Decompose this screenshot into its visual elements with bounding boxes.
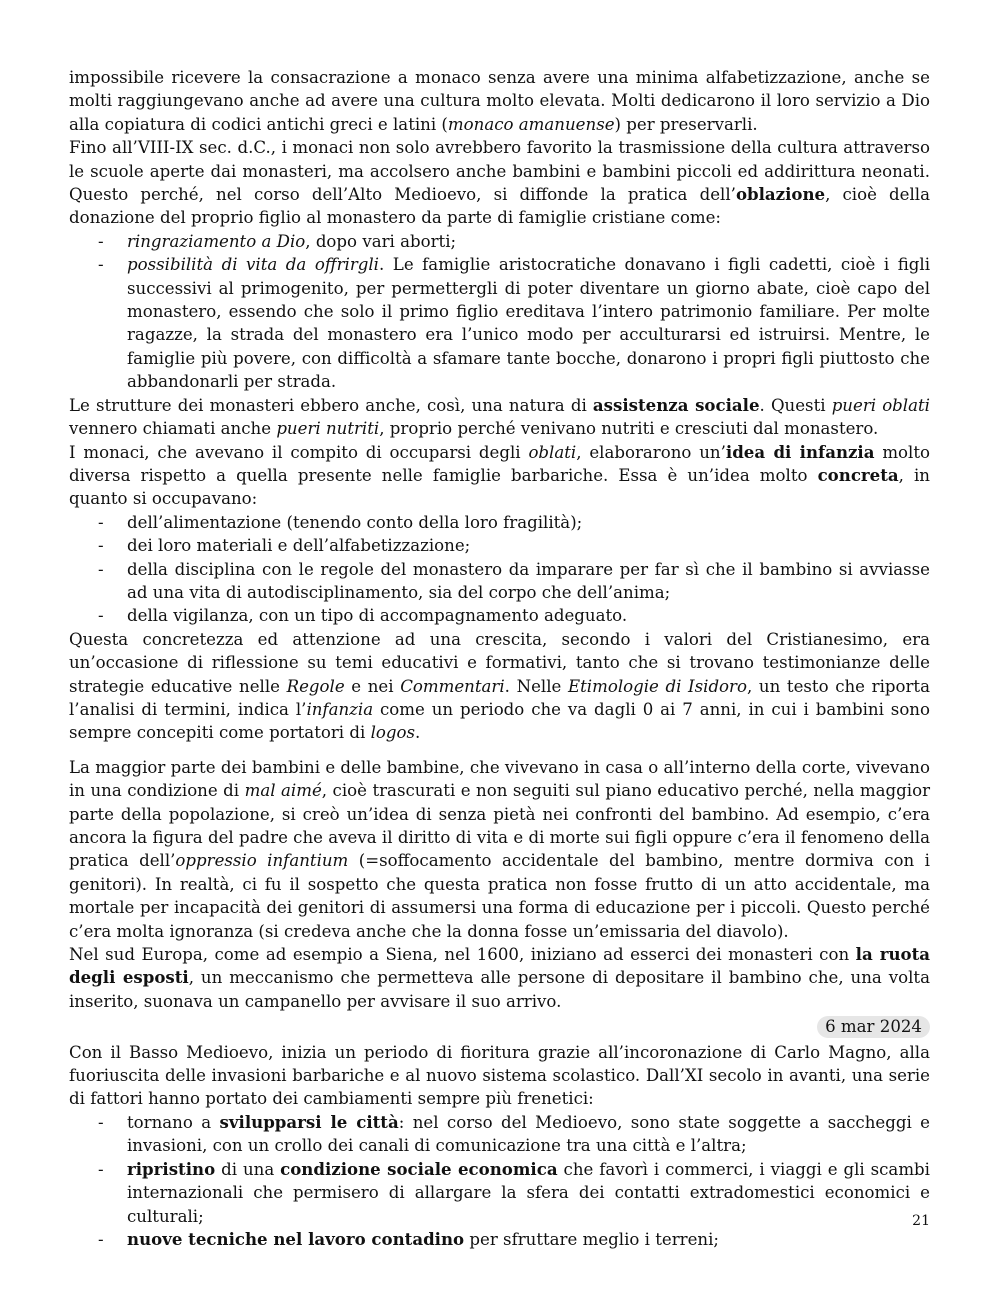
page-number: 21 xyxy=(912,1213,930,1229)
text-run: dei loro materiali e dell’alfabetizzazione; xyxy=(127,536,471,556)
paragraph xyxy=(69,943,930,1013)
list-item xyxy=(69,230,930,253)
list-item xyxy=(69,1228,930,1251)
paragraph xyxy=(69,136,930,230)
date-row xyxy=(69,1015,930,1038)
paragraph xyxy=(69,394,930,441)
text-run: . Le famiglie aristocratiche donavano i figli cadetti, cioè i figli successivi al primogenito, per permettergli di poter diventare un giorno abate, cioè capo del monastero, essendo che solo il primo figlio ereditava l’intero patrimonio familiare. Per molte ragazze, la strada del monastero era l’unico modo per acculturarsi ed istruirsi. Mentre, le famiglie più povere, con difficoltà a sfamare tante bocche, donarono i propri figli piuttosto che abbandonarli per strada. xyxy=(127,255,931,392)
list-item xyxy=(69,1158,930,1228)
list-item xyxy=(69,253,930,393)
text-run: La maggior parte dei bambini e delle bambine, che vivevano in casa o all’interno della corte, vivevano in una condizione di xyxy=(69,757,930,801)
text-run: Questa concretezza ed attenzione ad una crescita, secondo i valori del Cristianesimo, era un’occasione di riflessione su temi educativi e formativi, tanto che si trovano testimonianze delle strategie educative nelle xyxy=(69,629,930,696)
italic-text: infanzia xyxy=(306,699,374,719)
text-run: . Questi xyxy=(759,395,832,415)
bold-text: ripristino xyxy=(127,1158,216,1179)
italic-text: logos xyxy=(370,723,416,743)
text-run: , dopo vari aborti; xyxy=(305,231,457,251)
bold-text: concreta xyxy=(817,464,899,485)
bold-text: oblazione xyxy=(735,184,826,205)
italic-text: Commentari xyxy=(400,676,505,696)
text-run: I monaci, che avevano il compito di occuparsi degli xyxy=(69,442,529,462)
text-run: (=soffocamento accidentale del bambino, mentre dormiva con i genitori). In realtà, ci fu il sospetto che questa pratica non fosse frutto di un atto accidentale, ma mortale per incapacità dei genitori di assumersi una forma di educazione per i piccoli. Questo perché c’era molta ignoranza (si credeva anche che la donna fosse un’emissaria del diavolo). xyxy=(69,851,930,941)
text-run: , proprio perché venivano nutriti e cresciuti dal monastero. xyxy=(379,419,879,439)
list-item xyxy=(69,534,930,557)
list-item xyxy=(69,604,930,627)
text-run: , in quanto si occupavano: xyxy=(69,465,930,509)
document-body xyxy=(69,66,930,1251)
paragraph xyxy=(69,756,930,943)
text-run: Le strutture dei monasteri ebbero anche, così, una natura di xyxy=(69,395,593,415)
paragraph xyxy=(69,1041,930,1111)
text-run: molto diversa rispetto a quella presente nelle famiglie barbariche. Essa è un’idea molto xyxy=(69,442,931,485)
text-run: della vigilanza, con un tipo di accompagnamento adeguato. xyxy=(127,606,628,626)
text-run: . Nelle xyxy=(504,676,568,696)
text-run: . xyxy=(415,723,421,743)
text-run: , un meccanismo che permetteva alle persone di depositare il bambino che, una volta inserito, suonava un campanello per avvisare il suo arrivo. xyxy=(69,968,930,1011)
text-run: dell’alimentazione (tenendo conto della loro fragilità); xyxy=(127,512,583,532)
paragraph xyxy=(69,66,930,136)
italic-text: pueri nutriti xyxy=(276,419,380,439)
italic-text: pueri oblati xyxy=(831,395,930,415)
bold-text: condizione sociale economica xyxy=(280,1158,558,1179)
italic-text: oppressio infantium xyxy=(175,851,349,871)
italic-text: monaco amanuense xyxy=(447,114,615,134)
italic-text: Regole xyxy=(286,676,345,696)
bold-text: svilupparsi le città xyxy=(219,1111,399,1132)
bold-text: nuove tecniche nel lavoro contadino xyxy=(127,1228,465,1249)
text-run: di una xyxy=(215,1159,281,1179)
text-run: vennero chiamati anche xyxy=(69,419,277,439)
paragraph xyxy=(69,441,930,511)
list-item xyxy=(69,1111,930,1158)
text-run: , un testo che riporta l’analisi di termini, indica l’ xyxy=(69,676,930,719)
dash-list xyxy=(69,230,930,394)
text-run: che favorì i commerci, i viaggi e gli scambi internazionali che permisero di allargare la sfera dei contatti extradomestici economici e culturali; xyxy=(127,1159,930,1226)
list-item xyxy=(69,511,930,534)
bold-text: assistenza sociale xyxy=(592,394,760,415)
dash-list xyxy=(69,1111,930,1251)
text-run: , elaborarono un’ xyxy=(576,442,726,462)
italic-text: mal aimé xyxy=(244,781,322,801)
paragraph-spacer xyxy=(69,745,930,756)
text-run: impossibile ricevere la consacrazione a monaco senza avere una minima alfabetizzazione, anche se molti raggiungevano anche ad avere una cultura molto elevata. Molti dedicarono il loro servizio a Dio alla copiatura di codici antichi greci e latini ( xyxy=(69,68,930,134)
italic-text: ringraziamento a Dio xyxy=(127,231,306,251)
list-item xyxy=(69,558,930,605)
italic-text: Etimologie di Isidoro xyxy=(568,676,747,696)
text-run: , cioè trascurati e non seguiti sul piano educativo perché, nella maggior parte della popolazione, si creò un’idea di senza pietà nei confronti del bambino. Ad esempio, c’era ancora la figura del padre che aveva il diritto di vita e di morte sui figli oppure c’era il fenomeno della pratica dell’ xyxy=(69,781,931,871)
text-run: Fino all’VIII-IX sec. d.C., i monaci non solo avrebbero favorito la trasmissione della cultura attraverso le scuole aperte dai monasteri, ma accolsero anche bambini e bambini piccoli ed addirittura neonati. Questo perché, nel corso dell’Alto Medioevo, si diffonde la pratica dell’ xyxy=(69,138,930,205)
bold-text: la ruota degli esposti xyxy=(69,944,931,988)
text-run: della disciplina con le regole del monastero da imparare per far sì che il bambino si avviasse ad una vita di autodisciplinamento, sia del corpo che dell’anima; xyxy=(127,559,930,602)
text-run: , cioè della donazione del proprio figlio al monastero da parte di famiglie cristiane come: xyxy=(69,185,931,228)
italic-text: oblati xyxy=(528,442,577,462)
bold-text: idea di infanzia xyxy=(725,441,875,462)
text-run: ) per preservarli. xyxy=(614,114,758,134)
text-run: per sfruttare meglio i terreni; xyxy=(464,1229,719,1249)
paragraph xyxy=(69,628,930,745)
text-run: Con il Basso Medioevo, inizia un periodo di fioritura grazie all’incoronazione di Carlo Magno, alla fuoriuscita delle invasioni barbariche e al nuovo sistema scolastico. Dall’XI secolo in avanti, una serie di fattori hanno portato dei cambiamenti sempre più frenetici: xyxy=(69,1042,930,1109)
date-badge: 6 mar 2024 xyxy=(817,1016,930,1038)
text-run: e nei xyxy=(344,676,401,696)
italic-text: possibilità di vita da offrirgli xyxy=(127,255,379,275)
text-run: tornano a xyxy=(127,1112,220,1132)
text-run: Nel sud Europa, come ad esempio a Siena, nel 1600, iniziano ad esserci dei monasteri con xyxy=(69,945,856,965)
dash-list xyxy=(69,511,930,628)
text-run: come un periodo che va dagli 0 ai 7 anni, in cui i bambini sono sempre concepiti come portatori di xyxy=(69,699,930,743)
text-run: : nel corso del Medioevo, sono state soggette a saccheggi e invasioni, con un crollo dei canali di comunicazione tra una città e l’altra; xyxy=(127,1112,930,1156)
